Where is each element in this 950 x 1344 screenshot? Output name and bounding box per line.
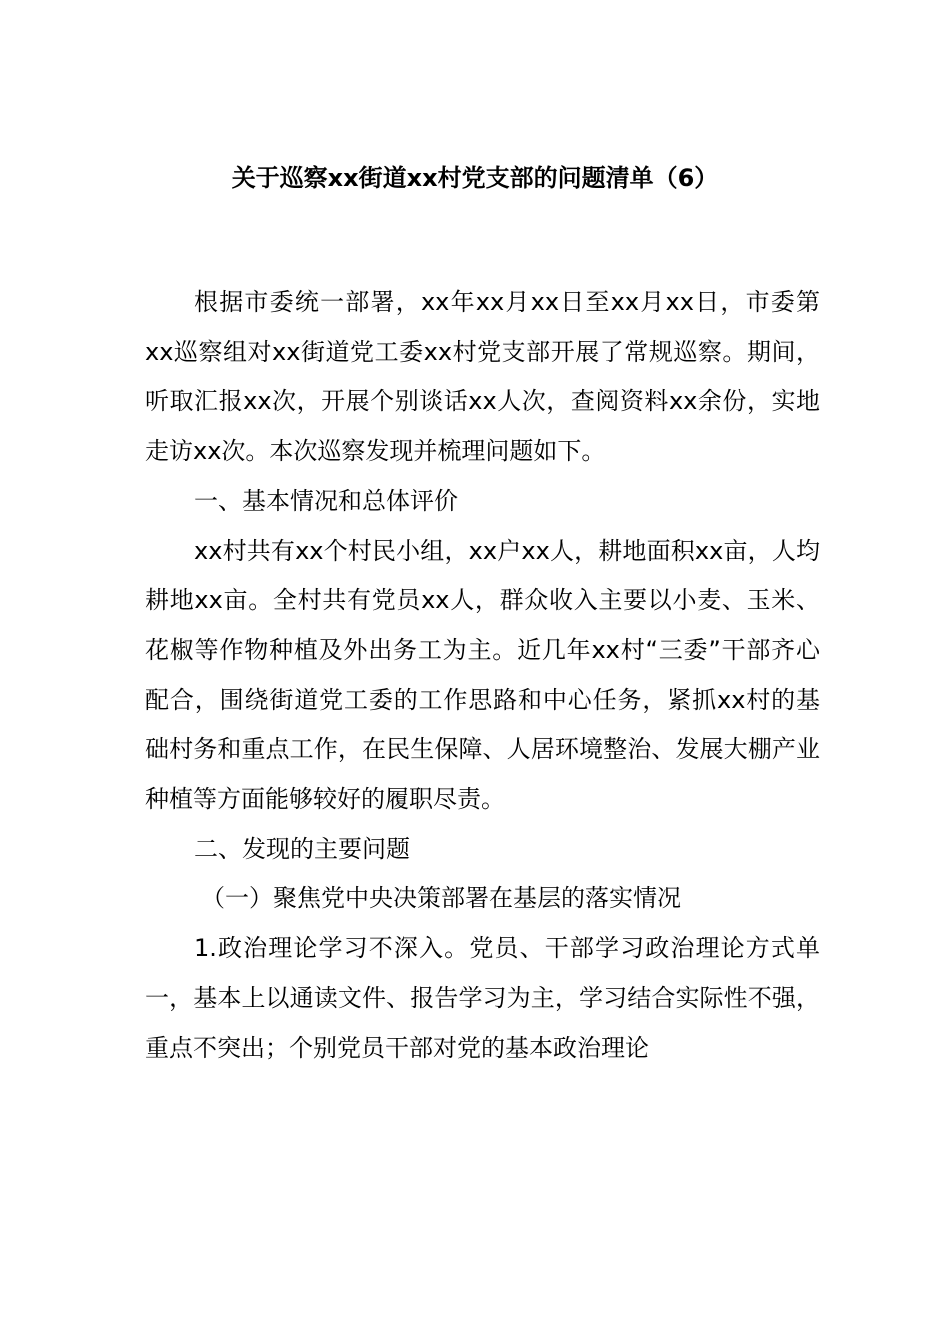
- subsection-heading-implementation: （一）聚焦党中央决策部署在基层的落实情况: [201, 884, 681, 913]
- section-heading-main-problems: 二、发现的主要问题: [194, 834, 410, 863]
- basic-situation-paragraph: xx村共有xx个村民小组，xx户xx人，耕地面积xx亩，人均耕地xx亩。全村共有党员xx人，群众收入主要以小麦、玉米、花椒等作物种植及外出务工为主。近几年xx村“三委”干部齐心配合，围绕街道党工委的工作思路和中心任务，紧抓xx村的基础村务和重点工作，在民生保障、人居环境整治、发展大棚产业种植等方面能够较好的履职尽责。: [145, 536, 820, 814]
- intro-paragraph: 根据市委统一部署，xx年xx月xx日至xx月xx日，市委第xx巡察组对xx街道党工委xx村党支部开展了常规巡察。期间，听取汇报xx次，开展个别谈话xx人次，查阅资料xx余份，实地走访xx次。本次巡察发现并梳理问题如下。: [145, 288, 820, 466]
- document-body: [145, 278, 820, 1073]
- document-title: 关于巡察xx街道xx村党支部的问题清单（6）: [231, 164, 719, 192]
- section-heading-basic-situation: 一、基本情况和总体评价: [194, 486, 458, 515]
- problem-item-paragraph: 1.政治理论学习不深入。党员、干部学习政治理论方式单一，基本上以通读文件、报告学习为主，学习结合实际性不强，重点不突出；个别党员干部对党的基本政治理论: [145, 934, 820, 1062]
